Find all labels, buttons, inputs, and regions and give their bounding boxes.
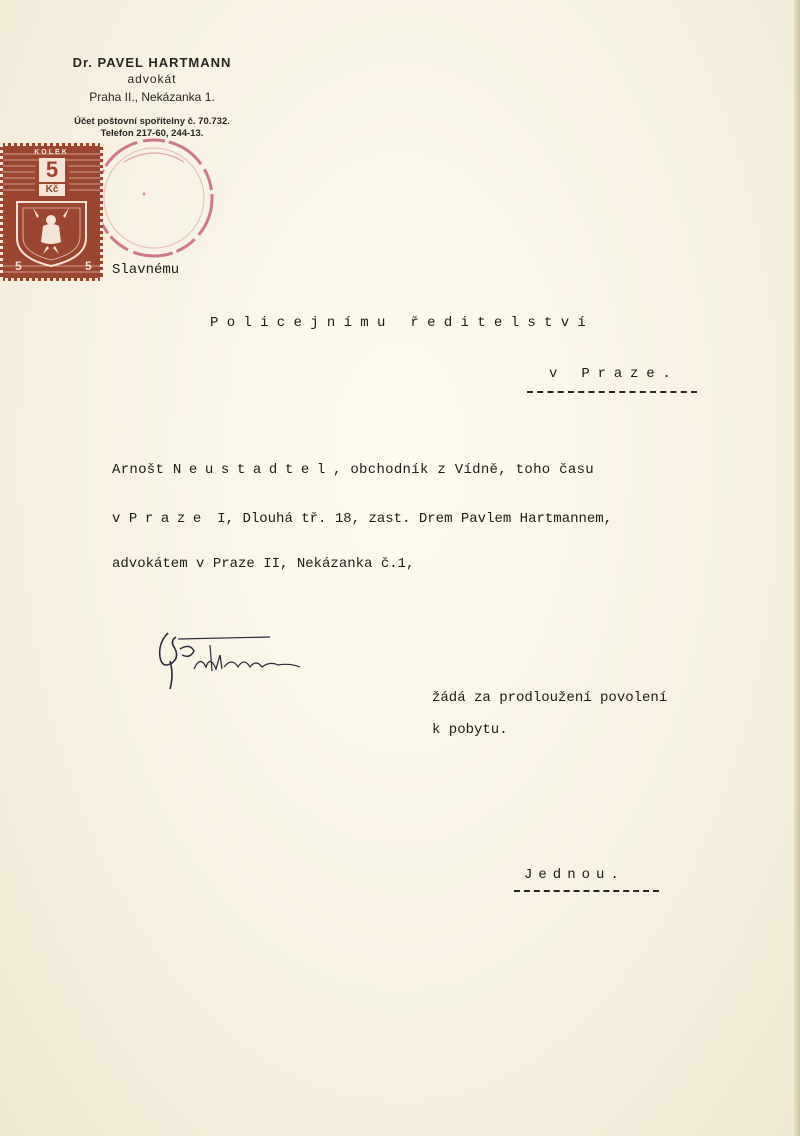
city-underline [527, 391, 697, 393]
paragraph-line-1 [112, 462, 594, 478]
applicant-surname: Neustadtel [172, 462, 333, 478]
stamp-corner-left: 5 [15, 259, 22, 273]
closing-underline [514, 890, 659, 892]
stamp-label: KOLEK [34, 149, 69, 156]
letterhead-phone: Telefon 217-60, 244-13. [100, 128, 204, 139]
letterhead-account: Účet poštovní spořitelny č. 70.732. [74, 116, 230, 127]
paper-edge [794, 0, 800, 1136]
letterhead-title: advokát [127, 72, 177, 86]
stamp-unit: Kč [39, 184, 65, 196]
letterhead-address: Praha II., Nekázanka 1. [89, 90, 215, 104]
round-seal-icon [84, 132, 220, 262]
revenue-stamp [0, 143, 103, 281]
paragraph-line-2-rest: I, Dlouhá tř. 18, zast. Drem Pavlem Hartmannem, [217, 511, 613, 527]
signature-icon [150, 625, 310, 695]
request-line-2: k pobytu. [432, 722, 508, 738]
stamp-value: 5 [39, 158, 65, 182]
paragraph-line-3: advokátem v Praze II, Nekázanka č.1, [112, 556, 415, 572]
salutation: Slavnému [112, 262, 180, 278]
addressee: Policejnímu ředitelství [210, 315, 595, 331]
paragraph-line-2 [112, 511, 612, 527]
paragraph-line-2-praze: Praze [128, 511, 209, 527]
applicant-first-name: Arnošt [112, 462, 165, 478]
closing: Jednou. [524, 867, 625, 883]
addressee-city: v Praze. [549, 366, 679, 382]
request-line-1: žádá za prodloužení povolení [432, 690, 668, 706]
paragraph-line-2-v: v [112, 511, 121, 527]
letterhead-name: Dr. PAVEL HARTMANN [72, 55, 232, 70]
paragraph-line-1-rest: , obchodník z Vídně, toho času [332, 462, 594, 478]
stamp-corner-right: 5 [85, 259, 92, 273]
